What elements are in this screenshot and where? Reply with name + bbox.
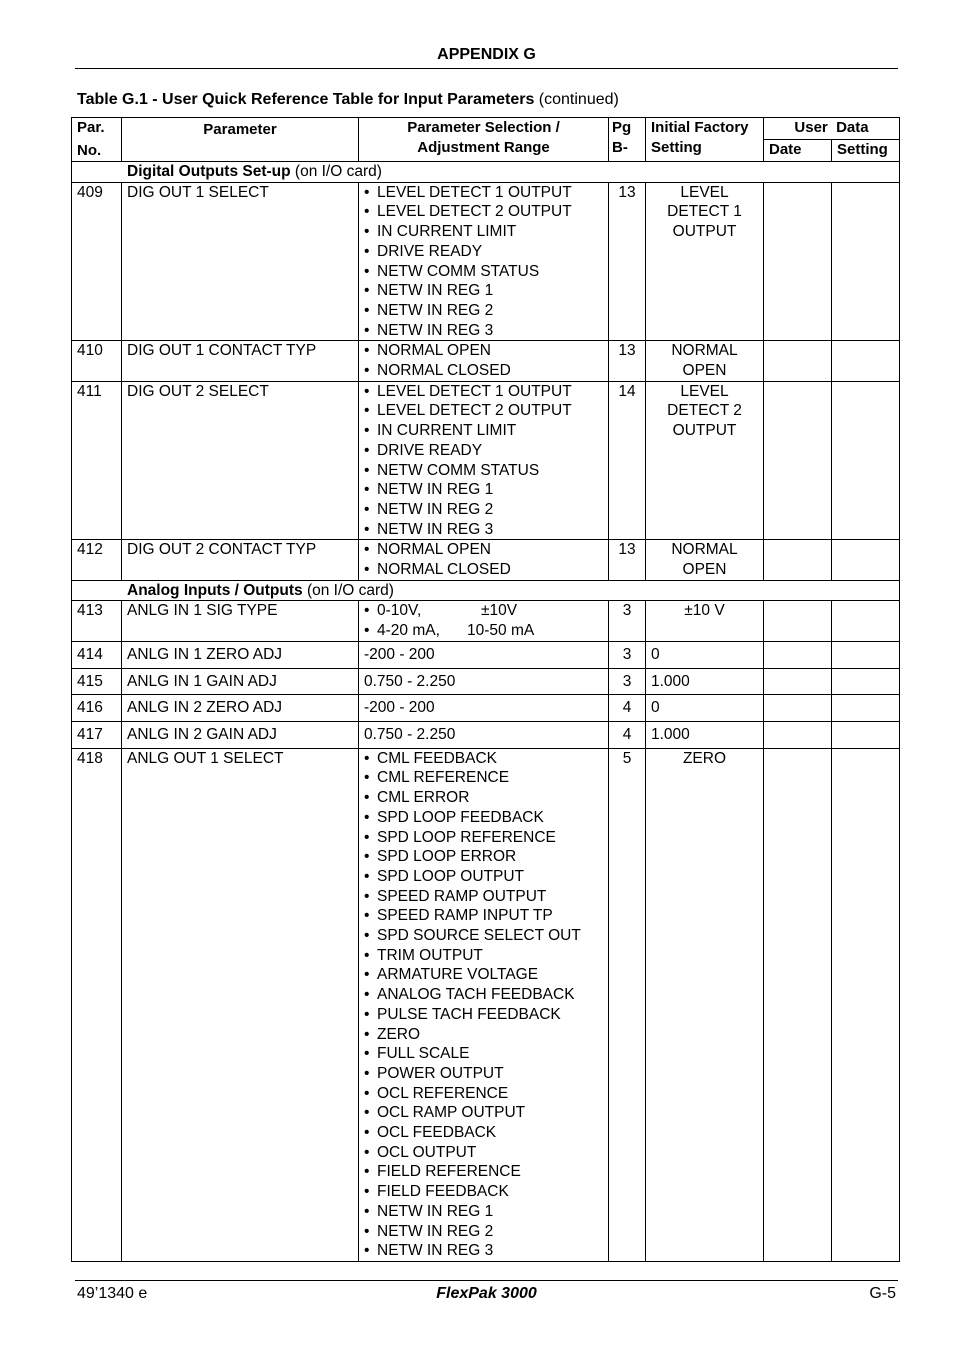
footer-doc-number: 49’1340 e xyxy=(77,1285,148,1302)
par-number: 411 xyxy=(72,381,122,540)
option-label: NETW IN REG 2 xyxy=(377,500,494,518)
table-row xyxy=(72,721,900,748)
section-row xyxy=(72,580,900,601)
factory-line: OUTPUT xyxy=(672,422,737,440)
option-item xyxy=(364,926,603,946)
table-row xyxy=(72,668,900,695)
table-row xyxy=(72,641,900,668)
bullet-icon: • xyxy=(364,769,370,787)
factory-line: OPEN xyxy=(682,561,727,579)
bullet-icon: • xyxy=(364,1104,370,1122)
factory-line: OPEN xyxy=(682,362,727,380)
option-label: NETW COMM STATUS xyxy=(377,461,540,479)
bullet-icon: • xyxy=(364,561,370,579)
option-label: ARMATURE VOLTAGE xyxy=(377,966,539,984)
parameter-name: ANLG IN 1 ZERO ADJ xyxy=(122,641,359,668)
bullet-icon: • xyxy=(364,1045,370,1063)
option-label: NETW IN REG 3 xyxy=(377,520,494,538)
page-ref: 4 xyxy=(609,721,646,748)
page-ref: 3 xyxy=(609,601,646,641)
factory-line: OUTPUT xyxy=(672,223,737,241)
bullet-icon: • xyxy=(364,223,370,241)
option-label: NETW IN REG 2 xyxy=(377,301,494,319)
option-item xyxy=(364,1123,603,1143)
option-item xyxy=(364,1182,603,1202)
option-item xyxy=(364,749,603,769)
parameter-name: ANLG IN 1 GAIN ADJ xyxy=(122,668,359,695)
option-item xyxy=(364,301,603,321)
option-item xyxy=(364,242,603,262)
user-date-cell[interactable] xyxy=(764,695,832,722)
page-ref: 13 xyxy=(609,182,646,341)
selection-range xyxy=(359,695,609,722)
factory-line: LEVEL xyxy=(680,183,729,201)
par-number: 409 xyxy=(72,182,122,341)
bullet-icon: • xyxy=(364,500,370,518)
factory-setting: 1.000 xyxy=(646,668,764,695)
option-item xyxy=(364,480,603,500)
parameter-name: ANLG IN 2 ZERO ADJ xyxy=(122,695,359,722)
option-label: NETW IN REG 1 xyxy=(377,1202,494,1220)
option-label: 0-10V, xyxy=(377,602,422,620)
option-label: NORMAL CLOSED xyxy=(377,362,511,380)
user-date-cell[interactable] xyxy=(764,601,832,641)
option-label: SPEED RAMP OUTPUT xyxy=(377,887,547,905)
par-number: 410 xyxy=(72,341,122,381)
page-ref: 14 xyxy=(609,381,646,540)
table-row xyxy=(72,381,900,540)
bullet-icon: • xyxy=(364,382,370,400)
page-ref: 3 xyxy=(609,641,646,668)
bullet-icon: • xyxy=(364,808,370,826)
option-item xyxy=(364,1143,603,1163)
user-setting-cell[interactable] xyxy=(832,381,900,540)
user-date-cell[interactable] xyxy=(764,182,832,341)
bullet-icon: • xyxy=(364,541,370,559)
user-setting-cell[interactable] xyxy=(832,641,900,668)
bullet-icon: • xyxy=(364,1143,370,1161)
user-date-cell[interactable] xyxy=(764,540,832,580)
factory-setting xyxy=(646,748,764,1261)
bullet-icon: • xyxy=(364,203,370,221)
range-value: 0.750 - 2.250 xyxy=(364,672,456,690)
table-row xyxy=(72,540,900,580)
option-item xyxy=(364,601,603,621)
range-value: 0.750 - 2.250 xyxy=(364,725,456,743)
option-label: SPD LOOP OUTPUT xyxy=(377,867,524,885)
table-row xyxy=(72,341,900,381)
page-ref: 13 xyxy=(609,540,646,580)
option-label: OCL FEEDBACK xyxy=(377,1124,497,1142)
parameter-name: ANLG IN 2 GAIN ADJ xyxy=(122,721,359,748)
option-label: NORMAL OPEN xyxy=(377,541,491,559)
option-item xyxy=(364,1202,603,1222)
bullet-icon: • xyxy=(364,183,370,201)
factory-setting: 1.000 xyxy=(646,721,764,748)
bullet-icon: • xyxy=(364,1124,370,1142)
parameter-name: DIG OUT 1 CONTACT TYP xyxy=(122,341,359,381)
option-item xyxy=(364,887,603,907)
factory-setting xyxy=(646,601,764,641)
col-selection: Parameter Selection / Adjustment Range xyxy=(359,118,609,162)
option-item xyxy=(364,965,603,985)
option-item xyxy=(364,560,603,580)
table-row xyxy=(72,748,900,1261)
option-item xyxy=(364,808,603,828)
option-label: FIELD REFERENCE xyxy=(377,1163,521,1181)
page-ref: 4 xyxy=(609,695,646,722)
bullet-icon: • xyxy=(364,321,370,339)
option-item xyxy=(364,906,603,926)
parameter-reference-table xyxy=(71,117,900,1262)
footer-rule xyxy=(75,1280,898,1281)
selection-range xyxy=(359,641,609,668)
bullet-icon: • xyxy=(364,1084,370,1102)
user-date-cell[interactable] xyxy=(764,641,832,668)
appendix-heading: APPENDIX G xyxy=(437,46,536,63)
page-ref: 3 xyxy=(609,668,646,695)
option-label: SPD SOURCE SELECT OUT xyxy=(377,927,581,945)
factory-line: NORMAL xyxy=(671,342,738,360)
option-label: TRIM OUTPUT xyxy=(377,946,483,964)
par-number: 416 xyxy=(72,695,122,722)
option-item xyxy=(364,985,603,1005)
bullet-icon: • xyxy=(364,1242,370,1260)
selection-range xyxy=(359,601,609,641)
option-item xyxy=(364,621,603,641)
option-label: POWER OUTPUT xyxy=(377,1064,504,1082)
bullet-icon: • xyxy=(364,242,370,260)
col-par-no: Par. No. xyxy=(72,118,122,162)
parameter-name: ANLG OUT 1 SELECT xyxy=(122,748,359,1261)
option-label: ANALOG TACH FEEDBACK xyxy=(377,986,575,1004)
section-title: Analog Inputs / Outputs xyxy=(127,581,303,599)
range-value: -200 - 200 xyxy=(364,699,435,717)
option-label: DRIVE READY xyxy=(377,242,483,260)
option-label: 4-20 mA, xyxy=(377,622,440,640)
user-setting-cell[interactable] xyxy=(832,601,900,641)
option-item xyxy=(364,1222,603,1242)
table-body xyxy=(72,162,900,1262)
parameter-name: DIG OUT 1 SELECT xyxy=(122,182,359,341)
option-label: CML FEEDBACK xyxy=(377,749,498,767)
range-value: -200 - 200 xyxy=(364,645,435,663)
selection-range xyxy=(359,721,609,748)
bullet-icon: • xyxy=(364,481,370,499)
table-row xyxy=(72,695,900,722)
user-date-cell[interactable] xyxy=(764,668,832,695)
option-item xyxy=(364,1162,603,1182)
parameter-name: DIG OUT 2 SELECT xyxy=(122,381,359,540)
selection-range xyxy=(359,748,609,1261)
par-number: 415 xyxy=(72,668,122,695)
parameter-name: ANLG IN 1 SIG TYPE xyxy=(122,601,359,641)
par-number: 413 xyxy=(72,601,122,641)
option-label: IN CURRENT LIMIT xyxy=(377,422,517,440)
bullet-icon: • xyxy=(364,301,370,319)
page-ref: 5 xyxy=(609,748,646,1261)
factory-setting: 0 xyxy=(646,641,764,668)
option-label: NETW IN REG 2 xyxy=(377,1222,494,1240)
user-setting-cell[interactable] xyxy=(832,748,900,1261)
option-label: NETW IN REG 3 xyxy=(377,1242,494,1260)
option-label: LEVEL DETECT 1 OUTPUT xyxy=(377,183,572,201)
bullet-icon: • xyxy=(364,262,370,280)
option-item xyxy=(364,382,603,402)
user-date-cell[interactable] xyxy=(764,748,832,1261)
option-item xyxy=(364,441,603,461)
option-item xyxy=(364,946,603,966)
table-row xyxy=(72,182,900,341)
option-item xyxy=(364,1044,603,1064)
user-setting-cell[interactable] xyxy=(832,540,900,580)
user-setting-cell[interactable] xyxy=(832,721,900,748)
option-label-alt: ±10V xyxy=(481,602,518,620)
option-item xyxy=(364,847,603,867)
option-label: LEVEL DETECT 2 OUTPUT xyxy=(377,402,572,420)
option-label: NETW IN REG 3 xyxy=(377,321,494,339)
option-item xyxy=(364,461,603,481)
option-item xyxy=(364,183,603,203)
selection-range xyxy=(359,341,609,381)
bullet-icon: • xyxy=(364,520,370,538)
section-title: Digital Outputs Set-up xyxy=(127,163,291,180)
option-item xyxy=(364,768,603,788)
col-setting: Setting xyxy=(832,140,900,162)
bullet-icon: • xyxy=(364,1183,370,1201)
option-label: LEVEL DETECT 1 OUTPUT xyxy=(377,382,572,400)
col-parameter: Parameter xyxy=(122,118,359,162)
option-label: NORMAL CLOSED xyxy=(377,561,511,579)
option-item xyxy=(364,1025,603,1045)
selection-range xyxy=(359,182,609,341)
option-label: SPD LOOP ERROR xyxy=(377,848,517,866)
option-label: ZERO xyxy=(377,1025,421,1043)
par-number: 414 xyxy=(72,641,122,668)
bullet-icon: • xyxy=(364,828,370,846)
option-item xyxy=(364,1241,603,1261)
option-label: PULSE TACH FEEDBACK xyxy=(377,1005,561,1023)
option-label-alt: 10-50 mA xyxy=(467,622,535,640)
factory-setting xyxy=(646,540,764,580)
bullet-icon: • xyxy=(364,461,370,479)
factory-setting xyxy=(646,341,764,381)
option-item xyxy=(364,1064,603,1084)
option-label: OCL OUTPUT xyxy=(377,1143,477,1161)
option-item xyxy=(364,1103,603,1123)
option-item xyxy=(364,828,603,848)
col-factory-setting: Initial Factory Setting xyxy=(646,118,764,162)
bullet-icon: • xyxy=(364,848,370,866)
bullet-icon: • xyxy=(364,789,370,807)
col-user-data: User Data xyxy=(764,118,900,140)
bullet-icon: • xyxy=(364,622,370,640)
bullet-icon: • xyxy=(364,342,370,360)
option-label: CML ERROR xyxy=(377,789,470,807)
option-label: NORMAL OPEN xyxy=(377,342,491,360)
option-item xyxy=(364,540,603,560)
factory-setting: 0 xyxy=(646,695,764,722)
option-item xyxy=(364,500,603,520)
factory-setting xyxy=(646,381,764,540)
bullet-icon: • xyxy=(364,966,370,984)
table-row xyxy=(72,601,900,641)
option-label: SPD LOOP FEEDBACK xyxy=(377,808,544,826)
par-number: 417 xyxy=(72,721,122,748)
user-setting-cell[interactable] xyxy=(832,182,900,341)
page-ref: 13 xyxy=(609,341,646,381)
option-label: IN CURRENT LIMIT xyxy=(377,223,517,241)
footer-product: FlexPak 3000 xyxy=(436,1285,537,1302)
selection-range xyxy=(359,540,609,580)
bullet-icon: • xyxy=(364,441,370,459)
bullet-icon: • xyxy=(364,1163,370,1181)
option-label: DRIVE READY xyxy=(377,441,483,459)
option-item xyxy=(364,421,603,441)
selection-range xyxy=(359,668,609,695)
header-rule xyxy=(75,68,898,69)
factory-setting xyxy=(646,182,764,341)
col-date: Date xyxy=(764,140,832,162)
section-row xyxy=(72,162,900,183)
option-label: NETW COMM STATUS xyxy=(377,262,540,280)
option-item xyxy=(364,361,603,381)
par-number: 412 xyxy=(72,540,122,580)
bullet-icon: • xyxy=(364,927,370,945)
bullet-icon: • xyxy=(364,362,370,380)
parameter-name: DIG OUT 2 CONTACT TYP xyxy=(122,540,359,580)
option-label: NETW IN REG 1 xyxy=(377,481,494,499)
option-item xyxy=(364,321,603,341)
bullet-icon: • xyxy=(364,402,370,420)
user-setting-cell[interactable] xyxy=(832,668,900,695)
section-note: (on I/O card) xyxy=(306,581,394,599)
bullet-icon: • xyxy=(364,1025,370,1043)
option-item xyxy=(364,867,603,887)
bullet-icon: • xyxy=(364,887,370,905)
user-date-cell[interactable] xyxy=(764,341,832,381)
option-item xyxy=(364,520,603,540)
option-item xyxy=(364,788,603,808)
user-setting-cell[interactable] xyxy=(832,695,900,722)
user-date-cell[interactable] xyxy=(764,721,832,748)
option-item xyxy=(364,1084,603,1104)
bullet-icon: • xyxy=(364,282,370,300)
section-note: (on I/O card) xyxy=(294,163,382,180)
option-item xyxy=(364,1005,603,1025)
caption-suffix: (continued) xyxy=(538,91,619,108)
bullet-icon: • xyxy=(364,602,370,620)
footer-page-number: G-5 xyxy=(869,1285,896,1302)
table-caption xyxy=(77,91,619,109)
bullet-icon: • xyxy=(364,986,370,1004)
option-label: SPD LOOP REFERENCE xyxy=(377,828,556,846)
user-date-cell[interactable] xyxy=(764,381,832,540)
option-label: LEVEL DETECT 2 OUTPUT xyxy=(377,203,572,221)
bullet-icon: • xyxy=(364,1222,370,1240)
bullet-icon: • xyxy=(364,946,370,964)
option-label: OCL REFERENCE xyxy=(377,1084,509,1102)
option-label: OCL RAMP OUTPUT xyxy=(377,1104,526,1122)
factory-line: ZERO xyxy=(682,749,727,767)
option-label: CML REFERENCE xyxy=(377,769,510,787)
factory-line: LEVEL xyxy=(680,382,729,400)
bullet-icon: • xyxy=(364,422,370,440)
bullet-icon: • xyxy=(364,1202,370,1220)
factory-line: DETECT 2 xyxy=(667,402,742,420)
section-heading xyxy=(72,580,900,601)
option-item xyxy=(364,341,603,361)
option-label: NETW IN REG 1 xyxy=(377,282,494,300)
caption-title: Table G.1 - User Quick Reference Table for Input Parameters xyxy=(77,91,535,108)
bullet-icon: • xyxy=(364,907,370,925)
col-pg: Pg B- xyxy=(609,118,646,162)
bullet-icon: • xyxy=(364,749,370,767)
option-item xyxy=(364,222,603,242)
section-heading xyxy=(72,162,900,183)
factory-line: NORMAL xyxy=(671,541,738,559)
option-item xyxy=(364,262,603,282)
bullet-icon: • xyxy=(364,867,370,885)
factory-line: DETECT 1 xyxy=(667,203,742,221)
selection-range xyxy=(359,381,609,540)
par-number: 418 xyxy=(72,748,122,1261)
header-row-1 xyxy=(72,118,900,140)
factory-line: ±10 V xyxy=(684,602,725,620)
user-setting-cell[interactable] xyxy=(832,341,900,381)
bullet-icon: • xyxy=(364,1005,370,1023)
option-label: FIELD FEEDBACK xyxy=(377,1183,509,1201)
option-item xyxy=(364,281,603,301)
option-item xyxy=(364,401,603,421)
option-label: SPEED RAMP INPUT TP xyxy=(377,907,553,925)
option-item xyxy=(364,202,603,222)
option-label: FULL SCALE xyxy=(377,1045,470,1063)
bullet-icon: • xyxy=(364,1064,370,1082)
